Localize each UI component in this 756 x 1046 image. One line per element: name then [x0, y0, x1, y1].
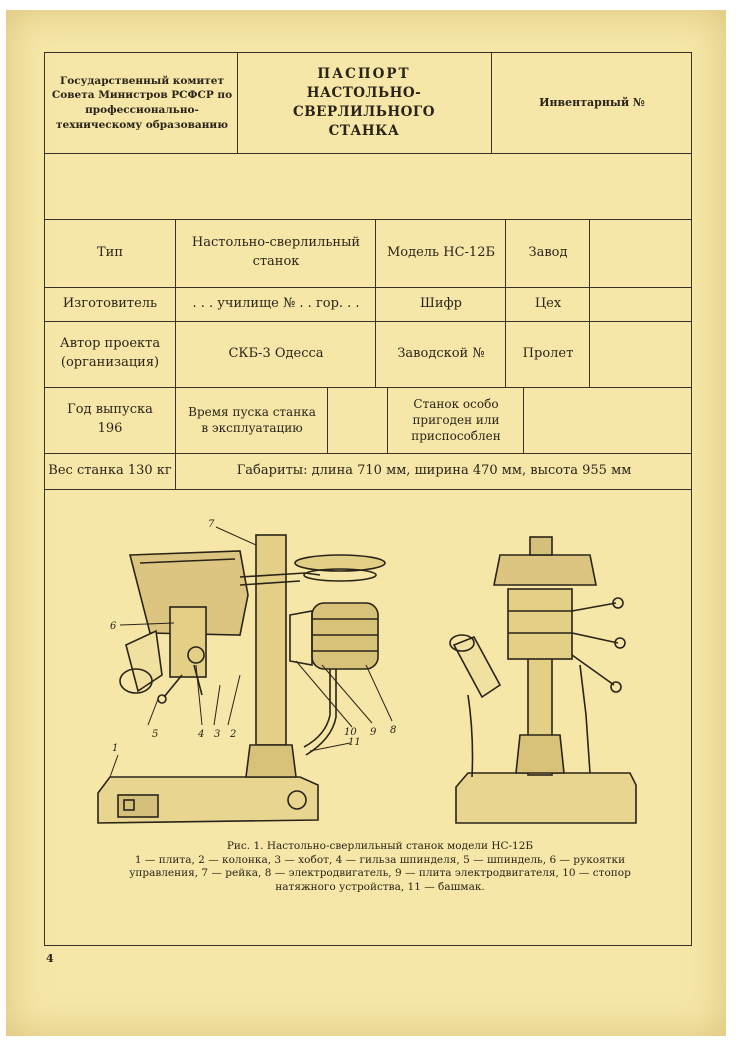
- title-line-1: ПАСПОРТ: [317, 66, 411, 83]
- author-label: Автор проекта (организация): [59, 336, 161, 370]
- organization-name: Государственный комитет Совета Министров РСФСР по профессионально-техническому образованию: [51, 74, 233, 131]
- callout-1: 1: [112, 743, 119, 754]
- manufacturer-value: . . . училище № . . гор. . .: [192, 295, 360, 311]
- factory-label: Завод: [528, 244, 568, 260]
- caption-body: 1 — плита, 2 — колонка, 3 — хобот, 4 — гильза шпинделя, 5 — шпиндель, 6 — рукоятки управления, 7 — рейка, 8 — электродвигатель, 9 — плита электродвигателя, 10 — стопор натяжного устройства, 11 — башмак.: [129, 853, 631, 893]
- manufacturer-label: Изготовитель: [62, 295, 158, 311]
- inventory-number-label: Инвентарный №: [539, 96, 645, 110]
- year-block: [45, 387, 175, 453]
- callout-5: 5: [152, 729, 159, 740]
- author-value: СКБ-3 Одесса: [228, 345, 324, 361]
- callout-8: 8: [390, 725, 397, 736]
- cipher-label: Шифр: [420, 295, 462, 311]
- callout-2: 2: [230, 729, 237, 740]
- callout-3: 3: [214, 729, 221, 740]
- commission-label: Время пуска станка в эксплуатацию: [188, 404, 316, 435]
- page-number: 4: [46, 952, 54, 965]
- year-value: 196: [97, 421, 123, 436]
- front-view-drawing: [98, 535, 385, 823]
- callout-11: 11: [348, 737, 361, 748]
- serial-number-label: Заводской №: [397, 345, 485, 361]
- drill-machine-figure: [90, 515, 650, 835]
- callout-7: 7: [208, 519, 215, 530]
- title-line-3: СТАНКА: [328, 122, 400, 139]
- model-value: Модель НС-12Б: [386, 244, 496, 260]
- span-label: Пролет: [522, 345, 574, 361]
- callout-9: 9: [370, 727, 377, 738]
- side-view-drawing: [450, 537, 636, 823]
- suited-label: Станок особо пригоден или приспособлен: [411, 396, 501, 444]
- weight-value: Вес станка 130 кг: [48, 462, 172, 478]
- dimensions-value: Габариты: длина 710 мм, ширина 470 мм, высота 955 мм: [236, 462, 632, 478]
- figure-caption: [120, 840, 640, 895]
- shop-label: Цех: [534, 295, 562, 311]
- document-title: [239, 53, 489, 153]
- caption-title: Рис. 1. Настольно-сверлильный станок модели НС-12Б: [226, 840, 534, 852]
- type-value: Настольно-сверлильный станок: [191, 235, 361, 269]
- type-label: Тип: [97, 244, 123, 260]
- title-line-2: НАСТОЛЬНО-СВЕРЛИЛЬНОГО: [293, 85, 435, 120]
- callout-6: 6: [110, 621, 117, 632]
- callout-10: 10: [344, 727, 357, 738]
- year-label: Год выпуска: [67, 402, 153, 418]
- callout-4: 4: [198, 729, 205, 740]
